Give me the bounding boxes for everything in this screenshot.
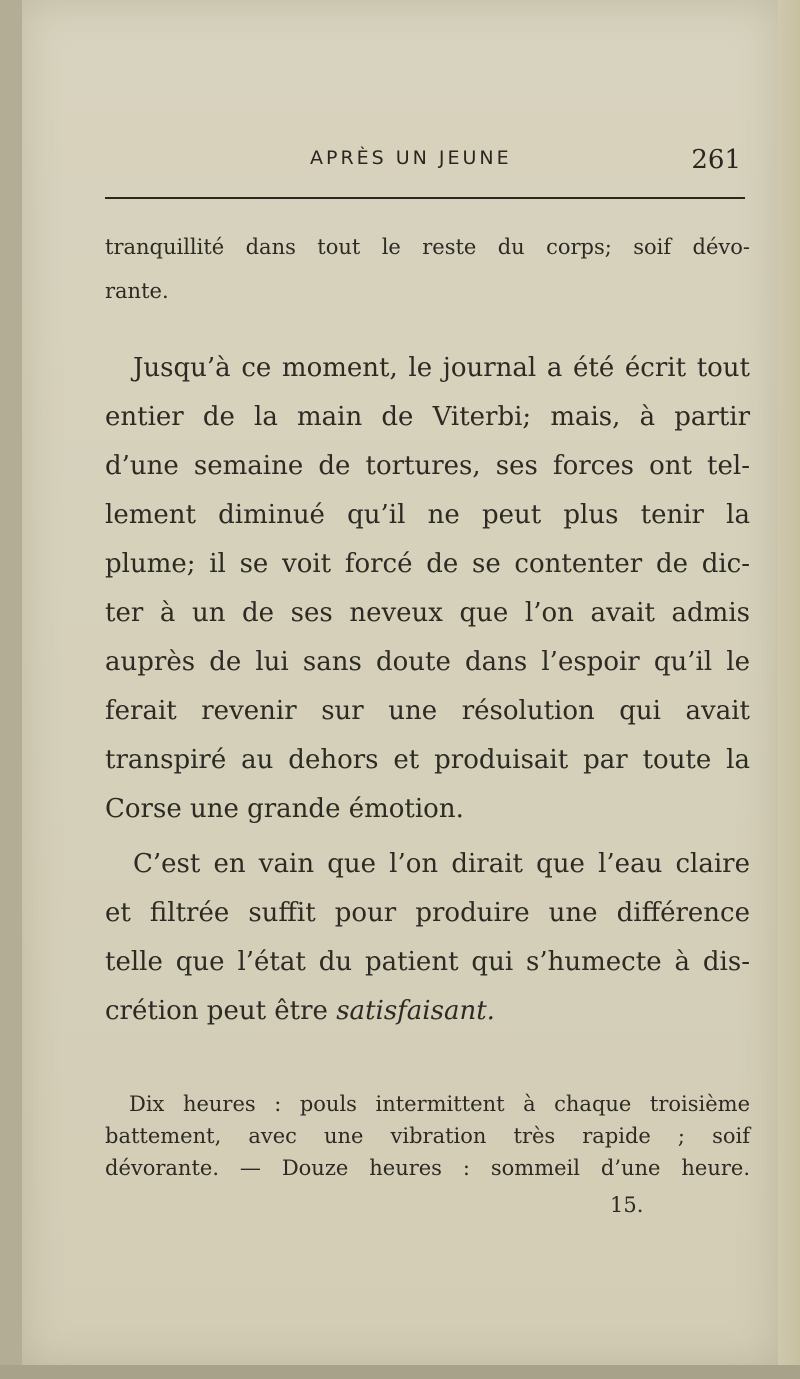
text-line: et filtrée suffit pour produire une différence bbox=[105, 898, 750, 928]
text-run: crétion peut être bbox=[105, 996, 337, 1026]
text-line: C’est en vain que l’on dirait que l’eau claire bbox=[133, 849, 750, 879]
running-head: APRÈS UN JEUNE bbox=[310, 147, 512, 169]
text-line: Corse une grande émotion. bbox=[105, 794, 464, 824]
text-line: transpiré au dehors et produisait par toute la bbox=[105, 745, 750, 775]
text-line: rante. bbox=[105, 279, 169, 303]
text-line: tranquillité dans tout le reste du corps; soif dévo- bbox=[105, 235, 750, 259]
page-number: 261 bbox=[691, 145, 741, 175]
paragraph-fragment bbox=[105, 225, 750, 313]
text-line: Dix heures : pouls intermittent à chaque troisième bbox=[129, 1092, 750, 1116]
text-line: auprès de lui sans doute dans l’espoir qu’il le bbox=[105, 647, 750, 677]
text-line: lement diminué qu’il ne peut plus tenir la bbox=[105, 500, 750, 530]
text-line: d’une semaine de tortures, ses forces ont tel- bbox=[105, 451, 750, 481]
italic-word: satisfaisant. bbox=[336, 996, 495, 1026]
text-line: entier de la main de Viterbi; mais, à partir bbox=[105, 402, 750, 432]
journal-note bbox=[105, 1088, 750, 1184]
text-line: ferait revenir sur une résolution qui avait bbox=[105, 696, 750, 726]
signature-mark: 15. bbox=[610, 1193, 644, 1217]
text-line: dévorante. — Douze heures : sommeil d’une heure. bbox=[105, 1156, 750, 1180]
page-edge bbox=[778, 0, 800, 1379]
paragraph bbox=[105, 840, 750, 1036]
header-rule bbox=[105, 197, 745, 199]
text-line: ter à un de ses neveux que l’on avait admis bbox=[105, 598, 750, 628]
text-line: Jusqu’à ce moment, le journal a été écrit tout bbox=[133, 353, 750, 383]
page-header bbox=[105, 145, 745, 177]
text-line: plume; il se voit forcé de se contenter de dic- bbox=[105, 549, 750, 579]
scan-border bbox=[0, 1365, 800, 1379]
text-line: telle que l’état du patient qui s’humecte à dis- bbox=[105, 947, 750, 977]
text-line: battement, avec une vibration très rapide ; soif bbox=[105, 1124, 750, 1148]
paragraph bbox=[105, 344, 750, 834]
text-line bbox=[105, 987, 750, 1036]
